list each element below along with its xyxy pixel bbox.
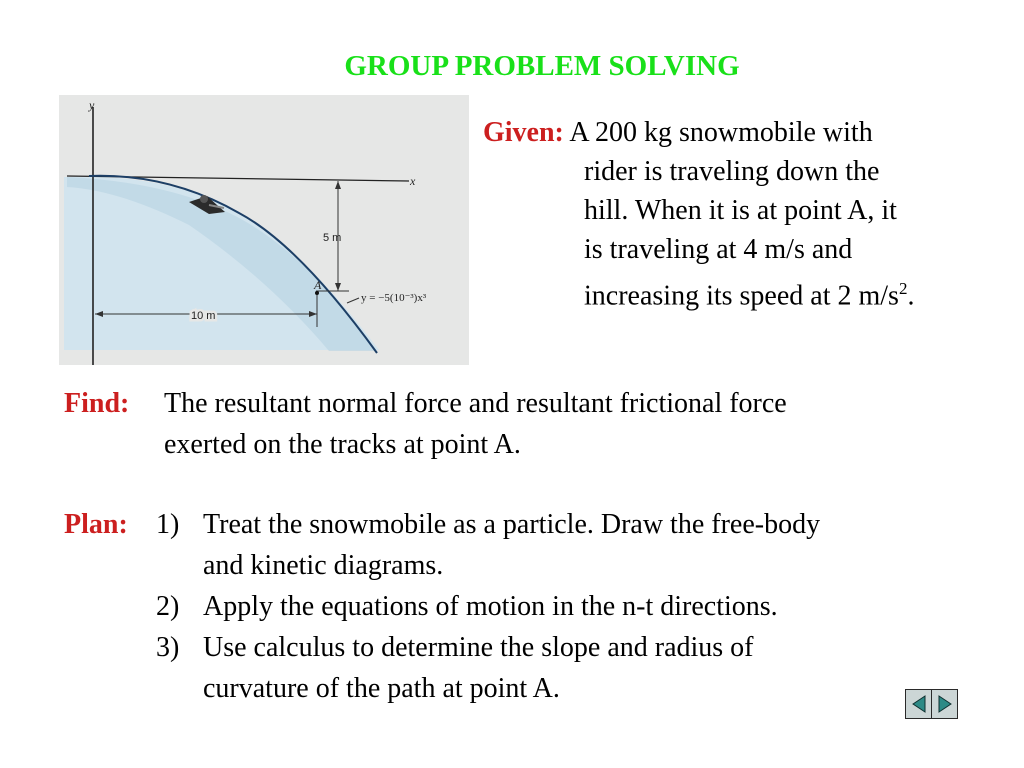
- x-axis-label: x: [410, 174, 416, 188]
- find-label: Find:: [64, 388, 130, 419]
- squared-superscript: 2: [898, 279, 908, 298]
- given-line-3: hill. When it is at point A, it: [584, 195, 897, 226]
- previous-slide-button[interactable]: [906, 690, 931, 718]
- width-dimension-label: 10 m: [191, 310, 216, 322]
- point-a-label: A: [314, 278, 322, 292]
- find-line-1: The resultant normal force and resultant frictional force: [164, 388, 787, 419]
- plan-label: Plan:: [64, 509, 128, 540]
- y-axis-label: y: [89, 98, 95, 112]
- given-line-4: is traveling at 4 m/s and: [584, 234, 853, 265]
- height-dimension-label: 5 m: [323, 232, 342, 244]
- given-line-2: rider is traveling down the: [584, 156, 880, 187]
- next-arrow-icon: [937, 695, 953, 713]
- snowmobile-hill-diagram: [59, 95, 469, 365]
- slide-title: GROUP PROBLEM SOLVING: [344, 50, 740, 82]
- find-line-2: exerted on the tracks at point A.: [164, 429, 521, 460]
- prev-arrow-icon: [911, 695, 927, 713]
- given-line-5: increasing its speed at 2 $m/s^2$.: [584, 279, 915, 312]
- given-section: [483, 113, 1013, 315]
- given-line-1: Given: A 200 kg snowmobile with: [483, 117, 873, 148]
- slide-navigation: [905, 689, 958, 719]
- curve-equation-label: y = −5(10⁻³)x³: [361, 292, 427, 304]
- next-slide-button[interactable]: [931, 690, 957, 718]
- given-label: Given:: [483, 117, 564, 148]
